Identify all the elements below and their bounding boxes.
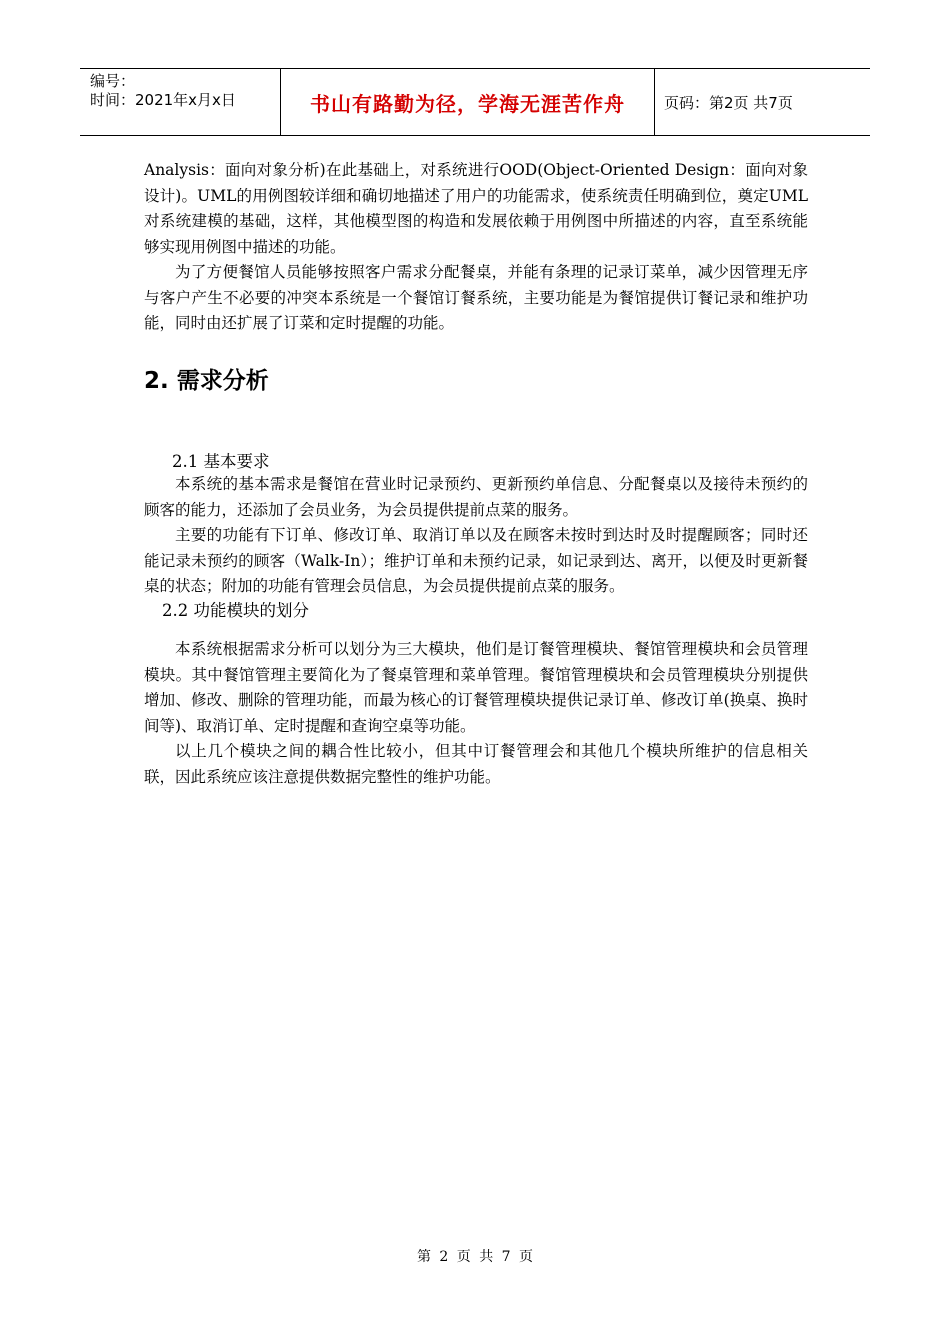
header-motto: 书山有路勤为径，学海无涯苦作舟 bbox=[281, 69, 655, 135]
page-header bbox=[80, 68, 870, 136]
section-heading-requirements: 2. 需求分析 bbox=[144, 368, 269, 394]
module-division-paragraph-1: 本系统根据需求分析可以划分为三大模块，他们是订餐管理模块、餐馆管理模块和会员管理模块。其中餐馆管理主要简化为了餐桌管理和菜单管理。餐馆管理模块和会员管理模块分别提供增加、修改、删除的管理功能，而最为核心的订餐管理模块提供记录订单、修改订单(换桌、换时间等)、取消订单、定时提醒和查询空桌等功能。 bbox=[144, 640, 808, 735]
basic-requirements-paragraph-1: 本系统的基本需求是餐馆在营业时记录预约、更新预约单信息、分配餐桌以及接待未预约的顾客的能力，还添加了会员业务，为会员提供提前点菜的服务。 bbox=[144, 475, 808, 519]
document-date: 时间：2021年x月x日 bbox=[90, 91, 236, 109]
subheading-module-division: 2.2 功能模块的划分 bbox=[162, 601, 309, 620]
intro-section bbox=[144, 158, 808, 337]
module-division-body bbox=[144, 637, 808, 790]
page-footer: 第 2 页 共 7 页 bbox=[416, 1249, 534, 1265]
subheading-basic-requirements: 2.1 基本要求 bbox=[172, 452, 270, 471]
document-number-label: 编号： bbox=[90, 72, 136, 90]
header-meta bbox=[80, 69, 281, 135]
basic-requirements-paragraph-2: 主要的功能有下订单、修改订单、取消订单以及在顾客未按时到达时及时提醒顾客；同时还能记录未预约的顾客（Walk-In）；维护订单和未预约记录，如记录到达、离开，以便及时更新餐桌的状态；附加的功能有管理会员信息，为会员提供提前点菜的服务。 bbox=[144, 526, 808, 595]
intro-paragraph: 为了方便餐馆人员能够按照客户需求分配餐桌，并能有条理的记录订菜单，减少因管理无序与客户产生不必要的冲突本系统是一个餐馆订餐系统，主要功能是为餐馆提供订餐记录和维护功能，同时由还扩展了订菜和定时提醒的功能。 bbox=[144, 263, 808, 332]
header-page-info: 页码：第2页 共7页 bbox=[664, 93, 793, 112]
intro-paragraph-continued: Analysis：面向对象分析)在此基础上，对系统进行OOD(Object-Oriented Design：面向对象设计)。UML的用例图较详细和确切地描述了用户的功能需求，使系统责任明确到位，奠定UML对系统建模的基础，这样，其他模型图的构造和发展依赖于用例图中所描述的内容，直至系统能够实现用例图中描述的功能。 bbox=[144, 161, 808, 256]
basic-requirements-body bbox=[144, 472, 808, 600]
module-division-paragraph-2: 以上几个模块之间的耦合性比较小，但其中订餐管理会和其他几个模块所维护的信息相关联，因此系统应该注意提供数据完整性的维护功能。 bbox=[144, 742, 808, 786]
